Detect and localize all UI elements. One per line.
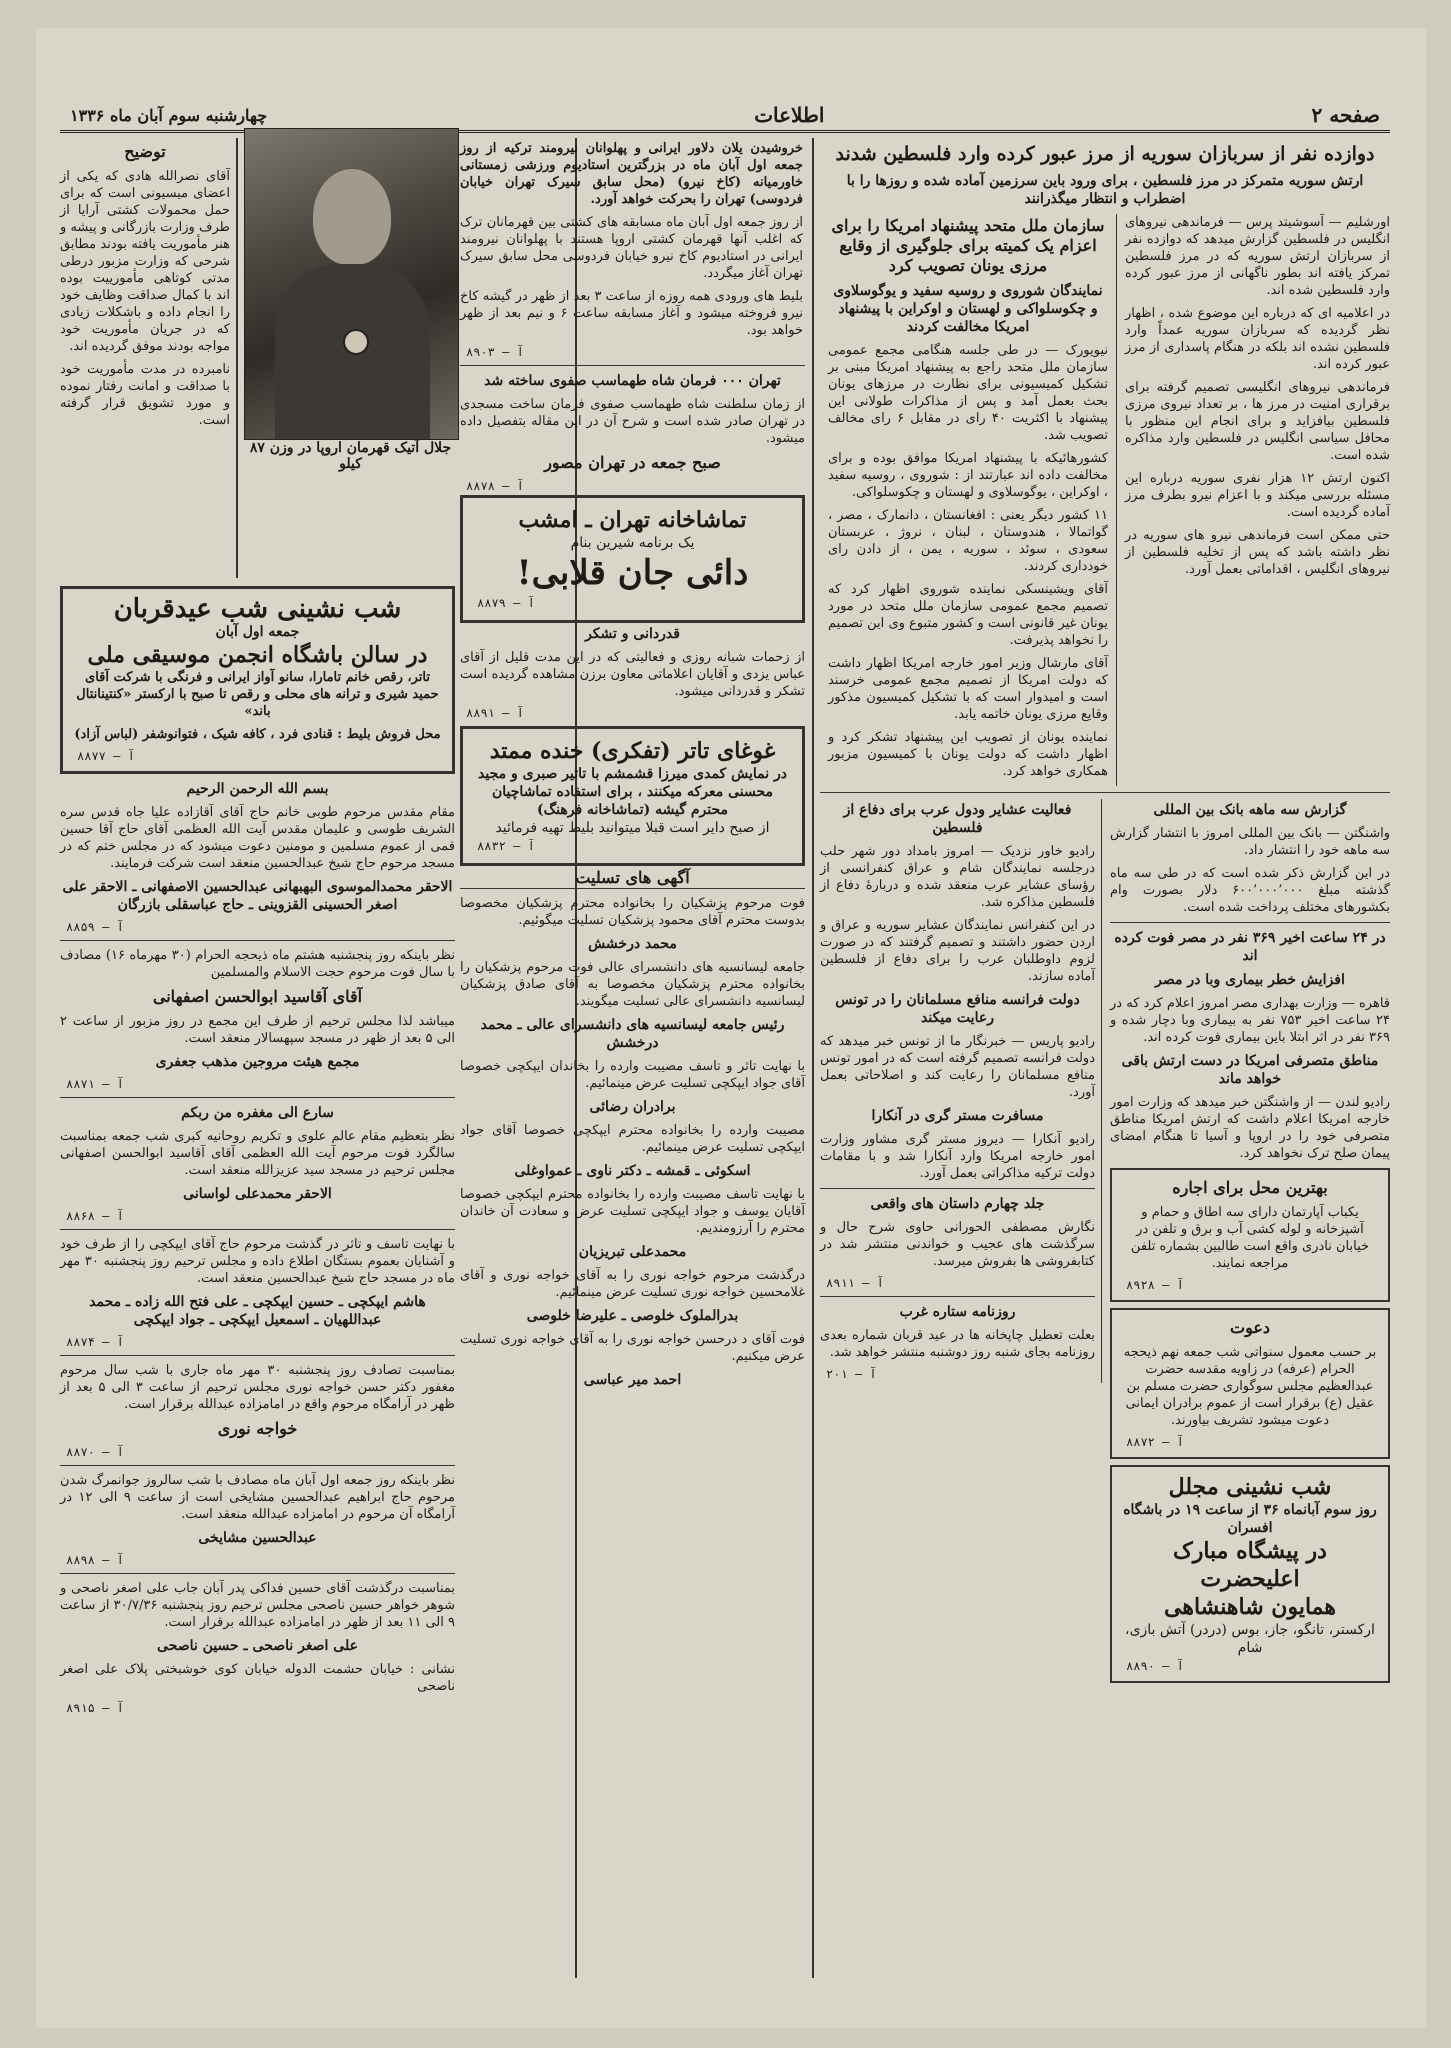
subhead-egypt: افزایش خطر بیماری وبا در مصر bbox=[1155, 972, 1345, 988]
paragraph: آقای نصرالله هادی که یکی از اعضای میسیونی است که برای حمل محمولات کشتی آرایا از طرف وزارت بازرگانی و پیشه و هنر مأموریت یافته بودند مطابق شرحی که وزارت مزبور درطی مدتی کوتاهی مأمورییت بوده اند با کمال صداقت وظایف خود را انجام داده و باشکلات زیادی که در جریان مأموریت خود مواجه بودند موفق گردیده اند. bbox=[60, 169, 230, 354]
paper-name: اطلاعات bbox=[754, 103, 825, 127]
ad-eid-party bbox=[60, 586, 455, 774]
signature: اسکوئی ـ قمشه ـ دکتر ناوی ـ عمواوغلی bbox=[514, 1163, 751, 1179]
tehran-mosavar: صبح جمعه در تهران مصور bbox=[544, 453, 721, 472]
ad-line: در پیشگاه مبارک اعلیحضرت bbox=[1173, 1538, 1327, 1592]
ad-line: در سالن باشگاه انجمن موسیقی ملی bbox=[87, 642, 428, 668]
paragraph: فوت آقای د درحسن خواجه نوری را به آقای خواجه نوری تسلیت عرض میکنیم. bbox=[460, 1332, 805, 1364]
paragraph: قاهره — وزارت بهداری مصر امروز اعلام کرد که در ۲۴ ساعت اخیر ۷۵۳ نفر به بیماری وبا دچار شده و ۳۶۹ نفر در اثر ابتلا باین بیماری فوت کرده اند. bbox=[1110, 996, 1390, 1045]
headline-arab: فعالیت عشایر ودول عرب برای دفاع از فلسطین bbox=[843, 802, 1072, 836]
divider bbox=[60, 1097, 455, 1098]
ad-code: ۸۸۷۰ — آ bbox=[66, 1445, 124, 1459]
signature: عبدالحسین مشایخی bbox=[198, 1530, 317, 1546]
paragraph: کشورهائیکه با پیشنهاد امریکا موافق بوده و برای مخالفت داده اند عبارتند از : شوروی ، روسیه سفید ، اوکراین ، یوگوسلاوی و لهستان و چکوسلواکی. bbox=[828, 451, 1108, 500]
divider bbox=[460, 365, 805, 366]
divider bbox=[60, 1573, 455, 1574]
signature: مجمع هیئت مروجین مذهب جعفری bbox=[155, 1054, 360, 1070]
paragraph: از زحمات شبانه روزی و فعالیتی که در این مدت قلیل از آقای عباس یزدی و آقایان اعلاماتی معاون برزن مشاهده گردیده است تشکر و قدردانی میشود. bbox=[460, 650, 805, 699]
paragraph: اکنون ارتش ۱۲ هزار نفری سوریه درباره این مسئله بررسی میکند و با اعزام نیرو بطرف مرز آماده گردیده است. bbox=[1125, 471, 1390, 520]
signature: احمد میر عباسی bbox=[583, 1372, 682, 1388]
column-rule bbox=[236, 138, 238, 578]
divider bbox=[60, 1465, 455, 1466]
ad-line: آقای آقاسید ابوالحسن اصفهانی bbox=[152, 987, 363, 1006]
ad-code: ۸۸۷۲ — آ bbox=[1126, 1435, 1184, 1449]
paragraph: آقای ویشینسکی نماینده شوروی اظهار کرد که تصمیم مجمع عمومی سازمان ملل متحد در مورد یونان غیر قانونی است و کشور متبوع وی این تصمیم را نخواهد پذیرفت. bbox=[828, 582, 1108, 648]
paragraph: با نهایت تاسف مصیبت وارده را بخانواده محترم ایپکچی خصوصا آقایان یوسف و جواد ایپکچی تسلیت عرض و سعادت آن خاندان محترم را آرزومندیم. bbox=[460, 1187, 805, 1236]
issue-date: چهارشنبه سوم آبان ماه ۱۳۳۶ bbox=[70, 105, 268, 125]
paragraph: حتی ممکن است فرماندهی نیرو های سوریه در نظر داشته باشد که پس از تخلیه فلسطین از نیروهای انگلیس ، اقداماتی بعمل آورد. bbox=[1125, 528, 1390, 577]
paragraph: رادیو پاریس — خبرنگار ما از تونس خبر میدهد که دولت فرانسه تصمیم گرفته است که در امور تونس منافع مسلمانان را رعایت کند و اصلاحاتی بعمل آورد. bbox=[820, 1034, 1095, 1100]
headline-condolence: آگهی های تسلیت bbox=[460, 868, 805, 889]
ad-code: ۸۹۲۸ — آ bbox=[1126, 1278, 1184, 1292]
paragraph: در اعلامیه ای که درباره این موضوع شده ، اظهار نظر گردیده که سربازان سوریه عمداً وارد فلسطین نشده اند بلکه در هنگام پاسداری از مرز عبور کرده اند. bbox=[1125, 306, 1390, 372]
paragraph: نشانی : خیابان حشمت الدوله خیابان کوی خوشبختی پلاک علی اصغر ناصحی bbox=[60, 1662, 455, 1694]
paragraph: بعلت تعطیل چاپخانه ها در عید قربان شماره بعدی روزنامه بجای شنبه روز دوشنبه منتشر خواهد شد. bbox=[820, 1328, 1095, 1360]
paragraph: محل فروش بلیط : قنادی فرد ، کافه شیک ، فتوانوشفر (لباس آزاد) bbox=[74, 727, 441, 742]
ad-rent bbox=[1110, 1168, 1390, 1302]
ad-code: آ — ۸۸۳۲ bbox=[477, 839, 535, 853]
ad-line: روز سوم آبانماه ۳۶ از ساعت ۱۹ در باشگاه افسران bbox=[1123, 1502, 1377, 1536]
column-notices-lower bbox=[60, 580, 455, 1717]
paragraph: نظر باینکه روز پنجشنبه هشتم ماه ذیحجه الحرام (۳۰ مهرماه ۱۶) مصادف با سال فوت مرحوم حجت الاسلام والمسلمین bbox=[60, 948, 455, 980]
paragraph: در این کنفرانس نمایندگان عشایر سوریه و عراق و اردن حضور داشتند و تصمیم گرفتند که در صورت لزوم داوطلبان عرب را برای دفاع از فلسطین آماده سازند. bbox=[820, 918, 1095, 984]
headline-ankara: مسافرت مستر گری در آنکارا bbox=[871, 1108, 1044, 1124]
photo-medal bbox=[343, 329, 369, 355]
headline-setareh: روزنامه ستاره غرب bbox=[899, 1304, 1016, 1320]
ad-line: سارع الی مغفره من ربکم bbox=[181, 1105, 334, 1121]
ad-line: غوغای تاتر (تفکری) خنده ممتد bbox=[489, 738, 776, 764]
column-rule bbox=[812, 138, 814, 1978]
wrestler-photo bbox=[244, 128, 459, 440]
page-number: صفحه ۲ bbox=[1311, 103, 1380, 127]
ad-line: شب نشینی شب عیدقربان bbox=[113, 594, 402, 624]
paragraph: مقام مقدس مرحوم طوبی خانم حاج آقای آقازاده علیا جاه قدس سره الشریف طوسی و علیمان مقدس آیت الله العظمی آقای حاج آقا حسین قمی از عموم مسلمین و مومنین دعوت میشود که در مجلس ختم که در مسجد مرحوم حاج شیخ عبدالحسین منعقد است شرکت فرمایند. bbox=[60, 805, 455, 871]
signature: هاشم ایپکچی ـ حسین ایپکچی ـ علی فتح الله زاده ـ محمد عبداللهیان ـ اسمعیل ایپکچی ـ جواد ایپکچی bbox=[89, 1294, 426, 1328]
paragraph: با نهایت تاسف و تاثر در گذشت مرحوم حاج آقای ایپکچی را از طرف خود و آشنایان بعموم بستگان اطلاع داده و مجلس ترحیم روز پنجشنبه ۳۰ مهر ماه در مسجد حاج شیخ عبدالحسین منعقد است. bbox=[60, 1237, 455, 1286]
column-world-news bbox=[820, 140, 1390, 1689]
photo-face bbox=[313, 169, 391, 265]
ad-title: دعوت bbox=[1230, 1318, 1270, 1337]
divider bbox=[820, 792, 1390, 793]
ad-code: ۸۸۷۴ — آ bbox=[66, 1335, 124, 1349]
paragraph: نگارش مصطفی الحورانی حاوی شرح حال و سرگذشت های عجیب و خواندنی منتشر شد در کتابفروشی ها بفروش میرسد. bbox=[820, 1220, 1095, 1269]
paragraph: از روز جمعه اول آبان ماه مسابقه های کشتی بین قهرمانان ترک که اغلب آنها قهرمان کشتی اروپا هستند با پهلوانان نیرومند ایرانی در استادیوم کاخ نیرو خیابان فردوسی محل سابق سیرک تهران آغاز میگردد. bbox=[460, 215, 803, 281]
divider bbox=[1110, 922, 1390, 923]
signature: الاحقر محمدالموسوی البهبهانی عبدالحسین الاصفهانی ـ الاحقر علی اصغر الحسینی القزوینی ـ حاج عباسقلی بازرگان bbox=[62, 879, 453, 913]
ad-line: بسم الله الرحمن الرحیم bbox=[186, 781, 329, 797]
divider bbox=[60, 940, 455, 941]
headline-tunis: دولت فرانسه منافع مسلمانان را در تونس رعایت میکند bbox=[835, 992, 1080, 1026]
ad-code: ۸۸۹۸ — آ bbox=[66, 1553, 124, 1567]
signature: رئیس جامعه لیسانسیه های دانشسرای عالی ـ محمد درخشش bbox=[480, 1017, 785, 1051]
ad-line: دائی جان قلابی! bbox=[516, 553, 749, 593]
ad-officers-club bbox=[1110, 1465, 1390, 1683]
ad-title: بهترین محل برای اجاره bbox=[1172, 1178, 1328, 1197]
ad-code: آ — ۸۸۹۱ bbox=[466, 706, 524, 720]
signature: محمدعلی تبریزیان bbox=[578, 1244, 687, 1260]
headline-bank: گزارش سه ماهه بانک بین المللی bbox=[1153, 802, 1347, 818]
ad-line: همایون شاهنشاهی bbox=[1164, 1594, 1336, 1620]
headline-syria: دوازده نفر از سربازان سوریه از مرز عبور کرده وارد فلسطین شدند bbox=[835, 143, 1375, 165]
paragraph: رادیو خاور نزدیک — امروز بامداد دور شهر حلب درجلسه نمایندگان شام و عراق کنفرانسی از رؤسای عشایر عرب منعقد شده و دربارۀ دفاع از فلسطین مذاکره شد. bbox=[820, 844, 1095, 910]
headline-tehran: تهران ۰۰۰ فرمان شاه طهماسب صفوی ساخته شد bbox=[484, 373, 781, 389]
paragraph: جامعه لیسانسیه های دانشسرای عالی فوت مرحوم پزشکیان را بخانواده محترم پزشکیان مخصوصا به آقای صادق پزشکیان لیسانسیه دانشسرای عالی تسلیت میگویند. bbox=[460, 960, 805, 1009]
headline-clarification: توضیح bbox=[124, 142, 166, 161]
paragraph: بر حسب معمول سنواتی شب جمعه نهم ذیحجه الحرام (عرفه) در زاویه مقدسه حضرت عبدالعظیم مجلس سوگواری حضرت مسلم بن عقیل (ع) برقرار است از عموم برادران ایمانی دعوت میشود تشریف بیاورند. bbox=[1123, 1345, 1377, 1428]
paragraph: تاتر، رقص خانم تامارا، سانو آواز ایرانی و فرنگی با شرکت آقای حمید شیری و ترانه های محلی و رقص تا صبح با ارکستر «کنتینانتال باند» bbox=[76, 670, 439, 719]
paragraph: با نهایت تاثر و تاسف مصیبت وارده را بخاندان ایپکچی خصوصا آقای جواد ایپکچی تسلیت عرض مینمائیم. bbox=[460, 1059, 805, 1091]
ad-code: آ — ۸۸۷۸ bbox=[466, 479, 524, 493]
paragraph: در این گزارش ذکر شده است که در طی سه ماه گذشته مبلغ ۶۰۰٬۰۰۰٬۰۰۰ دلار بصورت وام بکشورهای مختلف پرداخت شده است. bbox=[1110, 866, 1390, 915]
divider bbox=[60, 1229, 455, 1230]
paragraph: نظر بتعظیم مقام عالم علوی و تکریم روحانیه کبری شب جمعه بمناسبت سالگرد فوت مرحوم آیت الله العظمی آقای آقاسید ابوالحسن اصفهانی مجلس ترحیم در مسجد سید عزیزالله منعقد است. bbox=[60, 1129, 455, 1178]
photo-caption: جلال آتیک قهرمان اروپا در وزن ۸۷ کیلو bbox=[249, 440, 452, 472]
ad-code: ۲۰۱ — آ bbox=[826, 1367, 877, 1381]
paragraph: بلیط های ورودی همه روزه از ساعت ۳ بعد از ظهر در گیشه کاخ نیرو فروخته میشود و آغاز مسابقه ساعت ۶ و نیم بعد از ظهر خواهد بود. bbox=[460, 289, 803, 338]
signature: علی اصغر ناصحی ـ حسین ناصحی bbox=[157, 1638, 358, 1654]
paragraph: بمناسبت تصادف روز پنجشنبه ۳۰ مهر ماه جاری با شب سال مرحوم مغفور دکتر حسن خواجه نوری مجلس ترحیم از ساعت ۳ الی ۵ بعد از ظهر در آرامگاه مرحوم واقع در امامزاده عبدالله برقرار است. bbox=[60, 1363, 455, 1412]
lower-left-block bbox=[820, 799, 1102, 1383]
subhead-un: نمایندگان شوروی و روسیه سفید و یوگوسلاوی و چکوسلواکی و لهستان و اوکراین با پیشنهاد امریکا مخالفت کردند bbox=[833, 283, 1103, 335]
headline-stories: جلد چهارم داستان های واقعی bbox=[870, 1196, 1045, 1212]
ad-code: ۸۸۷۱ — آ bbox=[66, 1077, 124, 1091]
ad-line: شب نشینی مجلل bbox=[1168, 1474, 1332, 1500]
divider bbox=[820, 1188, 1095, 1189]
paragraph: نماینده یونان از تصویب این پیشنهاد تشکر کرد و اظهار داشت که دولت یونان با کمیسیون مزبور همکاری خواهد کرد. bbox=[828, 730, 1108, 779]
ad-code: ۸۸۷۷ — آ bbox=[77, 749, 135, 763]
paragraph: فوت مرحوم پزشکیان را بخانواده محترم پزشکیان مخصوصا بدوست محترم آقای محمود پزشکیان تسلیت میگوئیم. bbox=[460, 896, 805, 928]
paragraph: بمناسبت درگذشت آقای حسین فداکی پدر آبان جاب علی اصغر ناصحی و شوهر خواهر حسین ناصحی مجلس ترحیم روز پنجشنبه ۳۰/۷/۳۶ از ساعت ۹ الی ۱۱ بعد از ظهر در امامزاده عبدالله برقرار است. bbox=[60, 1581, 456, 1630]
divider bbox=[820, 1296, 1095, 1297]
ad-line: تماشاخانه تهران ـ امشب bbox=[518, 507, 747, 533]
paragraph: ۱۱ کشور دیگر یعنی : افغانستان ، دانمارک ، مصر ، گواتمالا ، هندوستان ، لبنان ، نروژ ، عربستان سعودی ، سوئد ، سوریه ، یمن ، از دادن رای خودداری کردند. bbox=[828, 508, 1108, 574]
ad-line: ارکستر، تانگو، جاز، بوس (دردر) آتش بازی، شام bbox=[1125, 1622, 1375, 1656]
signature: خواجه نوری bbox=[217, 1419, 298, 1438]
ad-code: آ — ۸۸۷۹ bbox=[477, 596, 535, 610]
headline-egypt: در ۲۴ ساعت اخیر ۳۶۹ نفر در مصر فوت کرده اند bbox=[1114, 930, 1386, 964]
ad-code: ۸۹۱۵ — آ bbox=[66, 1701, 124, 1715]
paragraph: واشنگتن — بانک بین المللی امروز با انتشار گزارش سه ماهه خود را انتشار داد. bbox=[1110, 826, 1390, 858]
paragraph: یکباب آپارتمان دارای سه اطاق و حمام و آشپزخانه و لوله کشی آب و برق و تلفن در خیابان نادری واقع است طالبین بشماره تلفن مراجعه نمایند. bbox=[1130, 1205, 1370, 1271]
paragraph: رادیو لندن — از واشنگتن خبر میدهد که وزارت امور خارجه امریکا اعلام داشت که ارتش امریکا مناطق متصرفی خود را در اروپا و آسیا تا هنگام امضای پیمان صلح ترک نخواهد کرد. bbox=[1110, 1095, 1390, 1161]
headline-us-zones: مناطق متصرفی امریکا در دست ارتش باقی خواهد ماند bbox=[1121, 1053, 1379, 1087]
ad-line: یک برنامه شیرین بنام bbox=[570, 535, 695, 551]
signature: برادران رضائی bbox=[589, 1099, 676, 1115]
paragraph: فرماندهی نیروهای انگلیسی تصمیم گرفته برای برقراری امنیت در مرز ها ، بر تعداد نیروی مرزی فلسطین بیافزاید و برای انجام این منظور با محافل سیاسی انگلیس در فلسطین وارد مذاکره شده است. bbox=[1125, 380, 1390, 463]
signature: محمد درخشش bbox=[588, 936, 677, 952]
ad-line: در نمایش کمدی میرزا قشمشم با تاثیر صبری و مجید محسنی معرکه میکنند ، برای استفاده تماشاچیان محترم گیشه (تماشاخانه فرهنگ) bbox=[478, 766, 787, 818]
paragraph: درگذشت مرحوم خواجه نوری را به آقای خواجه نوری و آقای غلامحسین خواجه نوری تسلیت عرض مینمائیم. bbox=[460, 1268, 805, 1300]
paragraph: نظر باینکه روز جمعه اول آبان ماه مصادف با شب سالروز جوانمرگ شدن مرحوم حاج ابراهیم عبدالحسین مشایخی است از ساعت ۹ الی ۱۲ در آرامگاه آن مرحوم در امامزاده عبدالله منعقد است. bbox=[60, 1473, 455, 1522]
paragraph: اورشلیم — آسوشیتد پرس — فرماندهی نیروهای انگلیس در فلسطین گزارش میدهد که دوازده نفر از سربازان ارتش سوریه که در مرز فلسطین تمرکز یافته اند بطور ناگهانی از مرز عبور کرده وارد فلسطین شده اند. bbox=[1125, 215, 1390, 298]
paragraph: مصیبت وارده را بخانواده محترم ایپکچی خصوصا آقای جواد ایپکچی تسلیت عرض مینمائیم. bbox=[460, 1123, 805, 1155]
ad-line: جمعه اول آبان bbox=[215, 624, 300, 640]
subhead-syria: ارتش سوریه متمرکز در مرز فلسطین ، برای ورود باین سرزمین آماده شده و روزها را با اضطراب و انتظار میگذرانند bbox=[846, 173, 1364, 207]
ad-code: ۸۸۹۰ — آ bbox=[1126, 1659, 1184, 1673]
headline-thanks: قدردانی و تشکر bbox=[585, 626, 680, 642]
ad-line: از صبح دایر است قبلا میتوانید بلیط تهیه فرمائید bbox=[495, 820, 770, 836]
ad-code: ۸۸۶۸ — آ bbox=[66, 1209, 124, 1223]
ad-theater-farhang bbox=[460, 726, 805, 866]
paragraph: رادیو آنکارا — دیروز مستر گری مشاور وزارت امور خارجه امریکا وارد آنکارا شد و با مقامات دولت ترکیه مذاکراتی بعمل آورد. bbox=[820, 1132, 1095, 1181]
paragraph: نیویورک — در طی جلسه هنگامی مجمع عمومی سازمان ملل متحد راجع به پیشنهاد امریکا مبنی بر تشکیل کمیسیونی برای نظارت در مرزهای یونان بحث بعمل آمد و پس از مذاکرات طولانی این پیشنهاد با اکثریت ۴۰ رای در مقابل ۶ رای مخالف تصویب شد. bbox=[828, 343, 1108, 443]
paragraph: نامبرده در مدت مأموریت خود با صداقت و امانت رفتار نموده و مورد تشویق قرار گرفته است. bbox=[60, 362, 230, 428]
column-sports-ads bbox=[460, 140, 805, 1395]
signature: بدرالملوک خلوصی ـ علیرضا خلوصی bbox=[526, 1308, 739, 1324]
ad-invitation bbox=[1110, 1308, 1390, 1459]
paragraph: از زمان سلطنت شاه طهماسب صفوی فرمان ساخت مسجدی در تهران صادر شده است و شرح آن در این مقاله بتفصیل داده میشود. bbox=[460, 397, 805, 446]
signature: الاحقر محمدعلی لواسانی bbox=[183, 1186, 332, 1202]
ad-code: آ — ۸۹۰۳ bbox=[466, 345, 524, 359]
paragraph: میباشد لذا مجلس ترحیم از طرف این مجمع در روز مزبور از ساعت ۲ الی ۵ بعد از ظهر در مسجد سپهسالار منعقد است. bbox=[60, 1014, 455, 1046]
ad-theater-tehran bbox=[460, 495, 805, 623]
paragraph: آقای مارشال وزیر امور خارجه امریکا اظهار داشت که دولت امریکا از تصمیم مجمع عمومی خرسند است و امیدوار است که با تشکیل کمیسیون مذکور وقایع مرزی یونان خاتمه یابد. bbox=[828, 656, 1108, 722]
ad-code: ۸۸۵۹ — آ bbox=[66, 920, 124, 934]
column-2-block bbox=[828, 214, 1117, 786]
divider bbox=[60, 1355, 455, 1356]
ad-code: ۸۹۱۱ — آ bbox=[826, 1276, 884, 1290]
wrestling-text: خروشیدن یلان دلاور ایرانی و پهلوانان نیرومند ترکیه از روز جمعه اول آبان ماه در بزرگترین استادیوم ورزشی زمستانی خاورمیانه (کاخ نیرو) (محل سابق سیرک تهران خیابان فردوسی) تهران را بحرکت خواهد آورد. bbox=[460, 141, 803, 207]
column-notices bbox=[60, 140, 230, 435]
syria-body bbox=[1125, 214, 1390, 584]
headline-un: سازمان ملل متحد پیشنهاد امریکا را برای اعزام یک کمیته برای جلوگیری از وقایع مرزی یونان تصویب کرد bbox=[831, 216, 1105, 275]
lower-right-block bbox=[1110, 799, 1390, 1689]
